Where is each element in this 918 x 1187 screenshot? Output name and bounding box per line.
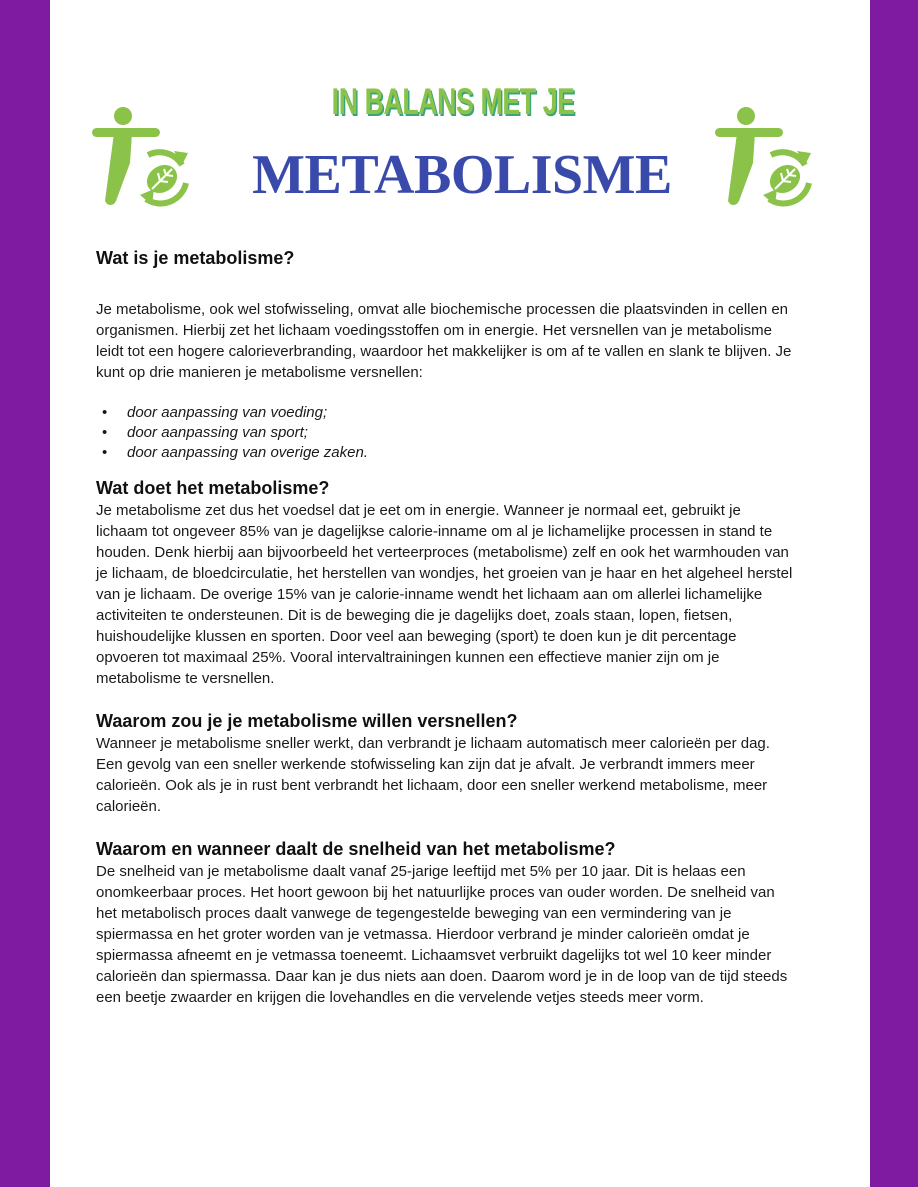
list-item <box>102 443 796 463</box>
section-what-is <box>96 246 796 463</box>
section-paragraph: De snelheid van je metabolisme daalt vanaf 25-jarige leeftijd met 5% per 10 jaar. Dit is helaas een onomkeerbaar proces. Het hoort gewoon bij het natuurlijke proces van ouder worden. De snelheid van het metabolisch proces daalt vanwege de tegengestelde beweging van een vermindering van je spiermassa en het groter worden van je vetmassa. Hierdoor verbrand je minder calorieën omdat je spiermassa afneemt en je vetmassa toeneemt. Lichaamsvet verbruikt dagelijks tot wel 10 keer minder calorieën dan spiermassa. Daar kan je dus niets aan doen. Daarom word je in de loop van de tijd steeds een beetje zwaarder en krijgen die lovehandles en die vervelende vetjes steeds meer vorm. <box>96 863 788 1006</box>
bullet-icon: • <box>102 404 108 421</box>
section-why-speed-up <box>96 709 796 817</box>
section-paragraph: Je metabolisme zet dus het voedsel dat je eet om in energie. Wanneer je normaal eet, gebruikt je lichaam tot ongeveer 85% van je dagelijkse calorie-inname om al je lichamelijke processen in stand te houden. Denk hierbij aan bijvoorbeeld het verteerproces (metabolisme) zelf en ook het warmhouden van je lichaam, de bloedcirculatie, het herstellen van wondjes, het groeien van je haar en het algeheel herstel van je lichaam. De overige 15% van je calorie-inname wendt het lichaam aan om allerlei lichamelijke activiteiten te ondersteunen. Dit is de beweging die je dagelijks doet, zoals staan, lopen, fietsen, huishoudelijke klussen en sporten. Door veel aan beweging (sport) te doen kun je dit percentage opvoeren tot maximaal 25%. Vooral intervaltrainingen kunnen een effectieve manier zijn om je metabolisme te versnellen. <box>96 502 793 687</box>
section-paragraph: Je metabolisme, ook wel stofwisseling, omvat alle biochemische processen die plaatsvinden in cellen en organismen. Hierbij zet het lichaam voedingsstoffen om in energie. Het versnellen van je metabolisme leidt tot een hogere calorieverbranding, waardoor het makkelijker is om af te vallen en slank te blijven. Je kunt op drie manieren je metabolisme versnellen: <box>96 301 792 381</box>
bullet-list <box>96 403 796 463</box>
section-paragraph: Wanneer je metabolisme sneller werkt, dan verbrandt je lichaam automatisch meer calorieën per dag. Een gevolg van een sneller werkende stofwisseling kan zijn dat je afvalt. Je verbrandt immers meer calorieën. Ook als je in rust bent verbrandt het lichaam, door een sneller werkend metabolisme, meer calorieën. <box>96 735 770 815</box>
list-item-text: door aanpassing van overige zaken. <box>127 444 368 461</box>
section-heading: Waarom zou je je metabolisme willen versnellen? <box>96 711 518 731</box>
section-heading: Wat is je metabolisme? <box>96 248 295 268</box>
header-subtitle: IN BALANS MET JE <box>331 81 575 122</box>
bullet-icon: • <box>102 444 108 461</box>
bullet-icon: • <box>102 424 108 441</box>
section-what-does <box>96 476 796 689</box>
page-title: METABOLISME <box>252 144 672 206</box>
section-why-when-decline <box>96 837 796 1008</box>
list-item-text: door aanpassing van sport; <box>127 424 308 441</box>
list-item <box>102 403 796 423</box>
list-item <box>102 423 796 443</box>
list-item-text: door aanpassing van voeding; <box>127 404 328 421</box>
document-body <box>96 246 796 1008</box>
section-heading: Wat doet het metabolisme? <box>96 478 330 498</box>
section-heading: Waarom en wanneer daalt de snelheid van het metabolisme? <box>96 839 616 859</box>
